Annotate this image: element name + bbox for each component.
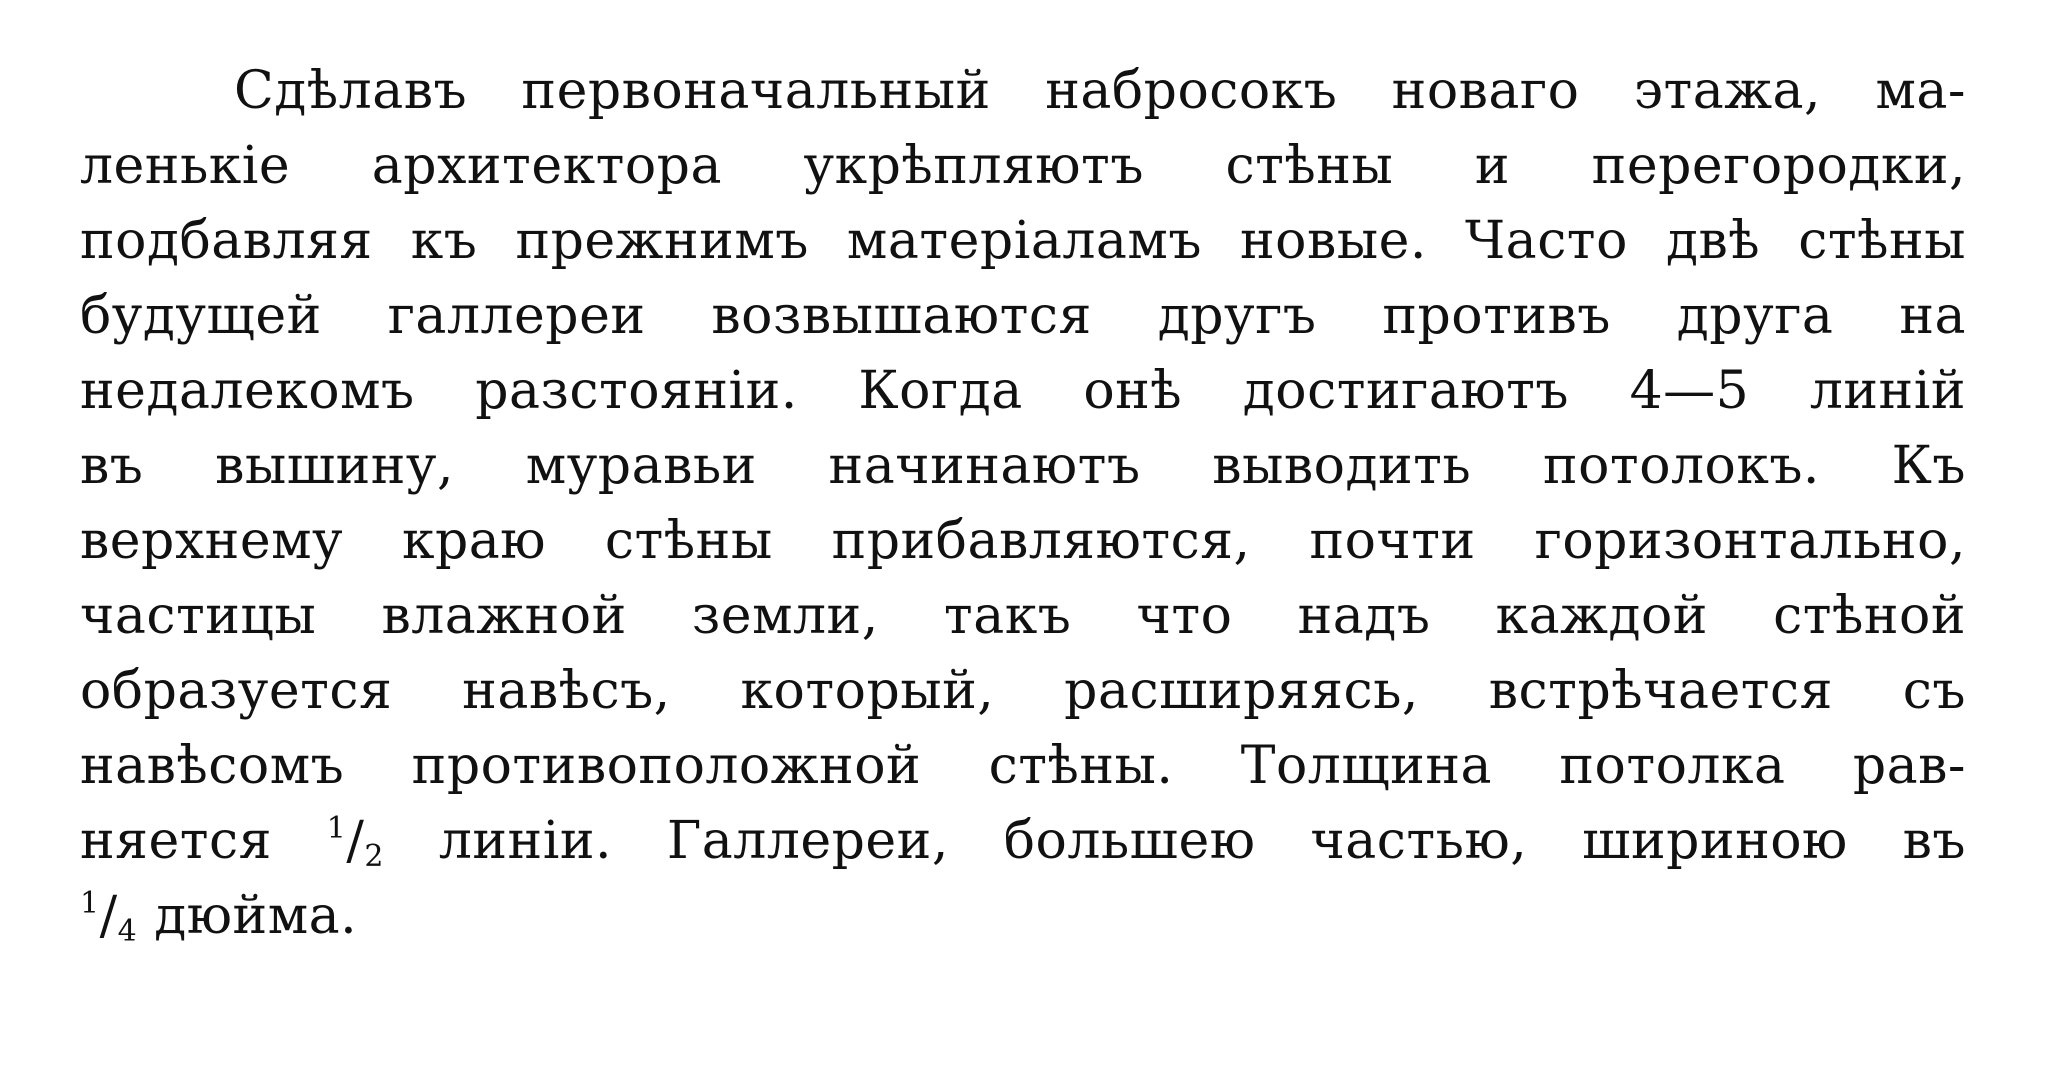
text-line-7: верхнему краю стѣны прибавляются, почти горизонтально,: [80, 511, 1966, 571]
text-line-6: въ вышину, муравьи начинаютъ выводить потолокъ. Къ: [80, 436, 1966, 496]
fraction-numerator: 1: [326, 811, 347, 846]
fraction-numerator: 1: [80, 886, 100, 921]
fraction-one-half: $^1/_2$: [326, 811, 384, 874]
paragraph: [80, 54, 1966, 954]
text-line-5: недалекомъ разстояніи. Когда онѣ достигаютъ 4—5 линій: [80, 361, 1966, 421]
text-line-3: подбавляя къ прежнимъ матеріаламъ новые. Часто двѣ стѣны: [80, 211, 1966, 271]
fraction-denominator: 4: [117, 914, 138, 949]
text-line-11: [80, 804, 1966, 879]
text-line-1: Сдѣлавъ первоначальный набросокъ новаго этажа, ма-: [234, 61, 1966, 121]
line-12-end: дюйма.: [154, 886, 358, 946]
text-line-10: навѣсомъ противоположной стѣны. Толщина потолка рав-: [80, 736, 1966, 796]
text-line-12: [80, 879, 1966, 954]
fraction-denominator: 2: [364, 839, 384, 874]
text-line-9: образуется навѣсъ, который, расширяясь, встрѣчается съ: [80, 661, 1966, 721]
text-line-2: ленькіе архитектора укрѣпляютъ стѣны и перегородки,: [80, 136, 1966, 196]
fraction-one-quarter: $^1/_4$: [80, 886, 138, 949]
line-11-start: няется: [80, 811, 272, 871]
text-line-8: частицы влажной земли, такъ что надъ каждой стѣной: [80, 586, 1966, 646]
line-11-end: линіи. Галлереи, большею частью, шириною въ: [438, 811, 1967, 871]
text-line-4: будущей галлереи возвышаются другъ противъ друга на: [80, 286, 1966, 346]
